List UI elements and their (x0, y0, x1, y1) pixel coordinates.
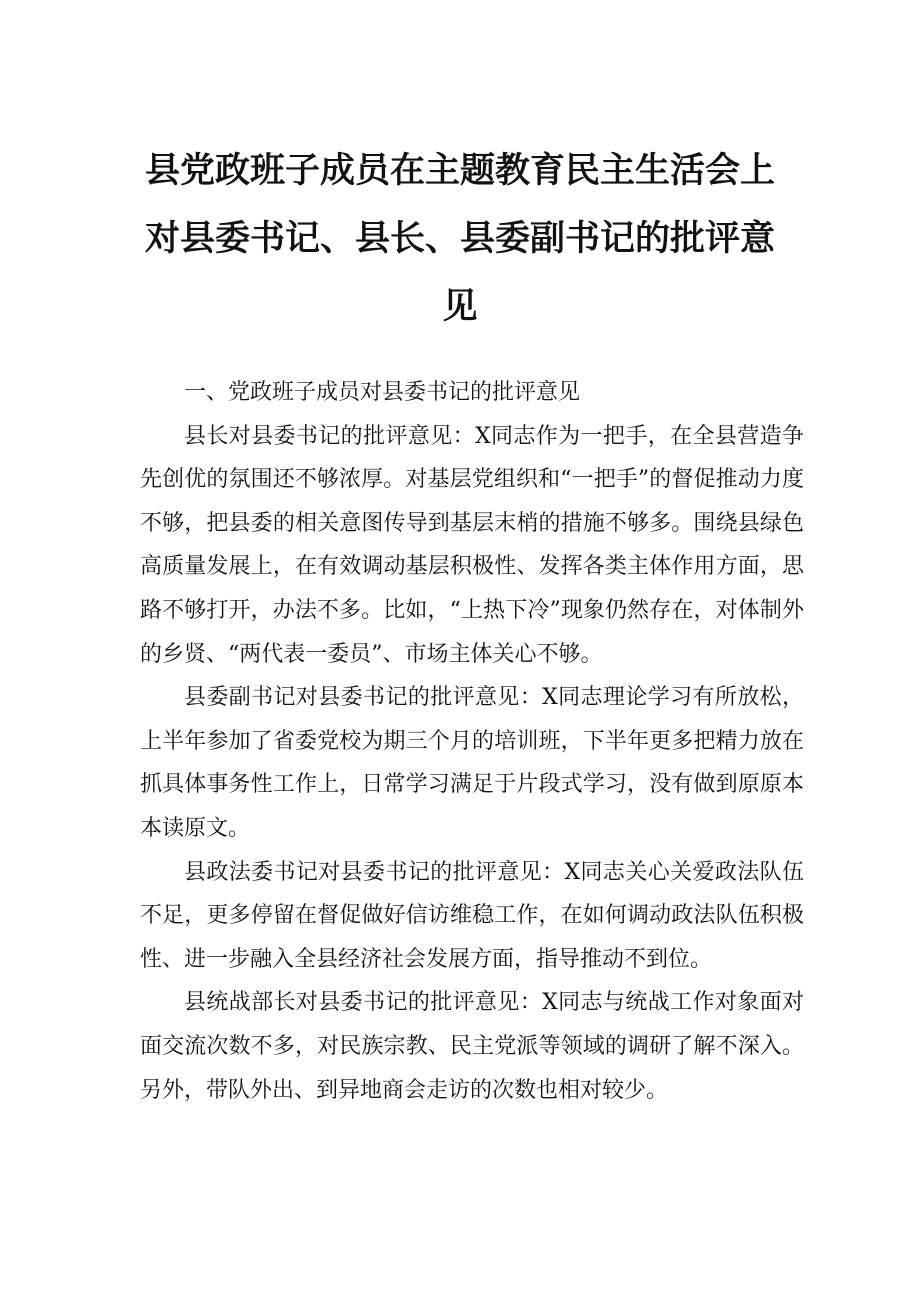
section-heading: 一、党政班子成员对县委书记的批评意见 (184, 380, 581, 405)
document-body (140, 371, 804, 1112)
document-title (140, 137, 780, 341)
title-line-1: 县党政班子成员在主题教育民主生活会上 (144, 151, 775, 191)
paragraph-united-front-minister: 县统战部长对县委书记的批评意见：X同志与统战工作对象面对面交流次数不多，对民族宗教、民主党派等领域的调研了解不深入。另外，带队外出、到异地商会走访的次数也相对较少。 (140, 990, 804, 1103)
title-line-3: 见 (442, 287, 478, 327)
title-line-2: 对县委书记、县长、县委副书记的批评意 (144, 219, 775, 259)
paragraph-political-legal-secretary: 县政法委书记对县委书记的批评意见：X同志关心关爱政法队伍不足，更多停留在督促做好信访维稳工作，在如何调动政法队伍积极性、进一步融入全县经济社会发展方面，指导推动不到位。 (140, 859, 804, 972)
paragraph-county-mayor: 县长对县委书记的批评意见：X同志作为一把手，在全县营造争先创优的氛围还不够浓厚。对基层党组织和“一把手”的督促推动力度不够，把县委的相关意图传导到基层末梢的措施不够多。围绕县绿色高质量发展上，在有效调动基层积极性、发挥各类主体作用方面，思路不够打开，办法不多。比如，“上热下冷”现象仍然存在，对体制外的乡贤、“两代表一委员”、市场主体关心不够。 (140, 423, 804, 667)
paragraph-deputy-secretary: 县委副书记对县委书记的批评意见：X同志理论学习有所放松，上半年参加了省委党校为期三个月的培训班，下半年更多把精力放在抓具体事务性工作上，日常学习满足于片段式学习，没有做到原原本本读原文。 (140, 685, 804, 841)
